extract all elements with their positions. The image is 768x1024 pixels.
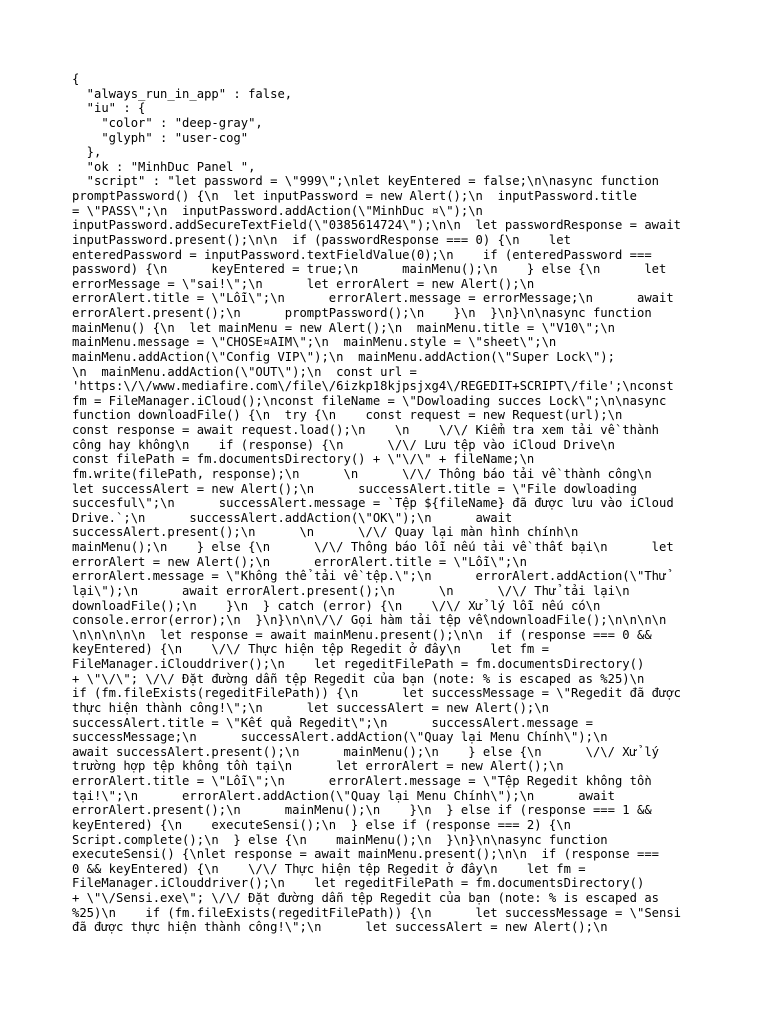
code-line: mainMenu();\n } else {\n \/\/ Thông báo lỗi nếu tải về thất bại\n let bbox=[72, 540, 674, 554]
code-line: inputPassword.present();\n\n if (passwordResponse === 0) {\n let bbox=[72, 232, 571, 247]
code-line: "iu" : { bbox=[72, 101, 146, 116]
code-line: errorMessage = \"sai!\";\n let errorAlert = new Alert();\n bbox=[72, 276, 535, 291]
code-line: trường hợp tệp không tồn tại\n let errorAlert = new Alert();\n bbox=[72, 759, 564, 774]
code-line: FileManager.iClouddriver();\n let regeditFilePath = fm.documentsDirectory() bbox=[72, 876, 645, 891]
document-body bbox=[72, 72, 704, 935]
code-line: enteredPassword = inputPassword.textFieldValue(0);\n if (enteredPassword === bbox=[72, 247, 652, 262]
code-line: succesful\";\n successAlert.message = `Tệp ${fileName} đã được lưu vào iCloud bbox=[72, 496, 674, 511]
code-line: { bbox=[72, 72, 80, 86]
code-line: mainMenu.addAction(\"Config VIP\");\n mainMenu.addAction(\"Super Lock\"); bbox=[72, 349, 615, 364]
code-line: keyEntered) {\n \/\/ Thực hiện tệp Regedit ở đây\n let fm = bbox=[72, 642, 549, 657]
code-line: thực hiện thành công!\";\n let successAlert = new Alert();\n bbox=[72, 700, 549, 715]
code-line: fm.write(filePath, response);\n \n \/\/ Thông báo tải về thành công\n bbox=[72, 466, 652, 481]
code-line: promptPassword() {\n let inputPassword = new Alert();\n inputPassword.title bbox=[72, 189, 637, 203]
code-line: "ok : "MinhDuc Panel ", bbox=[72, 159, 256, 174]
code-line: downloadFile();\n }\n } catch (error) {\n \/\/ Xử lý lỗi nếu có\n bbox=[72, 598, 601, 613]
code-line: "always_run_in_app" : false, bbox=[72, 86, 293, 101]
code-line: successMessage;\n successAlert.addAction(\"Quay lại Menu Chính\");\n bbox=[72, 730, 608, 745]
code-line: errorAlert.title = \"Lỗi\";\n errorAlert.message = errorMessage;\n await bbox=[72, 291, 674, 306]
code-line: errorAlert = new Alert();\n errorAlert.title = \"Lỗi\";\n bbox=[72, 554, 527, 569]
code-line: await successAlert.present();\n mainMenu();\n } else {\n \/\/ Xử lý bbox=[72, 744, 659, 759]
code-line: lại\");\n await errorAlert.present();\n \n \/\/ Thử tải lại\n bbox=[72, 583, 630, 598]
code-line: tại!\";\n errorAlert.addAction(\"Quay lại Menu Chính\");\n await bbox=[72, 788, 615, 803]
code-line: đã được thực hiện thành công!\";\n let successAlert = new Alert();\n bbox=[72, 920, 608, 935]
code-line: = \"PASS\";\n inputPassword.addAction(\"MinhDuc ¤\");\n bbox=[72, 203, 483, 218]
code-line: const response = await request.load();\n \n \/\/ Kiểm tra xem tải về thành bbox=[72, 423, 659, 437]
code-line: Script.complete();\n } else {\n mainMenu();\n }\n}\n\nasync function bbox=[72, 832, 608, 847]
code-line: %25)\n if (fm.fileExists(regeditFilePath)) {\n let successMessage = \"Sensi bbox=[72, 905, 682, 920]
code-line: + \"\/\"; \/\/ Đặt đường dẫn tệp Regedit của bạn (note: % is escaped as %25)\n bbox=[72, 671, 645, 686]
code-line: inputPassword.addSecureTextField(\"0385614724\");\n\n let passwordResponse = await bbox=[72, 218, 682, 233]
code-line: 'https:\/\/www.mediafire.com\/file\/6izkp18kjpsjxg4\/REGEDIT+SCRIPT\/file';\nconst bbox=[72, 379, 674, 394]
code-line: let successAlert = new Alert();\n successAlert.title = \"File dowloading bbox=[72, 481, 637, 496]
code-line: mainMenu() {\n let mainMenu = new Alert();\n mainMenu.title = \"V10\";\n bbox=[72, 320, 615, 335]
code-line: \n mainMenu.addAction(\"OUT\");\n const url = bbox=[72, 364, 417, 379]
code-line: errorAlert.title = \"Lỗi\";\n errorAlert.message = \"Tệp Regedit không tồn bbox=[72, 774, 652, 788]
code-line: keyEntered) {\n executeSensi();\n } else if (response === 2) {\n bbox=[72, 817, 571, 832]
code-line: + \"\/Sensi.exe\"; \/\/ Đặt đường dẫn tệp Regedit của bạn (note: % is escaped as bbox=[72, 891, 659, 905]
code-line: mainMenu.message = \"CHOSE¤AIM\";\n mainMenu.style = \"sheet\";\n bbox=[72, 335, 557, 350]
code-line: errorAlert.present();\n promptPassword();\n }\n }\n}\n\nasync function bbox=[72, 306, 652, 320]
code-line: errorAlert.message = \"Không thể tải về tệp.\";\n errorAlert.addAction(\"Thử bbox=[72, 569, 667, 584]
code-line: executeSensi() {\nlet response = await mainMenu.present();\n\n if (response === bbox=[72, 847, 659, 862]
code-line: }, bbox=[72, 145, 102, 160]
code-line: Drive.`;\n successAlert.addAction(\"OK\");\n await bbox=[72, 510, 513, 525]
code-line: password) {\n keyEntered = true;\n mainMenu();\n } else {\n let bbox=[72, 262, 667, 277]
code-line: 0 && keyEntered) {\n \/\/ Thực hiện tệp Regedit ở đây\n let fm = bbox=[72, 861, 586, 876]
code-line: "script" : "let password = \"999\";\nlet keyEntered = false;\n\nasync function bbox=[72, 174, 659, 189]
code-line: FileManager.iClouddriver();\n let regeditFilePath = fm.documentsDirectory() bbox=[72, 657, 645, 671]
code-line: const filePath = fm.documentsDirectory() + \"\/\" + fileName;\n bbox=[72, 452, 535, 467]
code-line: console.error(error);\n }\n}\n\n\/\/ Gọi hàm tải tệp về\ndownloadFile();\n\n\n\n bbox=[72, 613, 667, 628]
code-line: errorAlert.present();\n mainMenu();\n }\n } else if (response === 1 && bbox=[72, 803, 652, 818]
code-line: function downloadFile() {\n try {\n const request = new Request(url);\n bbox=[72, 408, 623, 423]
code-line: "glyph" : "user-cog" bbox=[72, 130, 249, 145]
code-line: successAlert.present();\n \n \/\/ Quay lại màn hình chính\n bbox=[72, 525, 579, 540]
code-line: successAlert.title = \"Kết quả Regedit\";\n successAlert.message = bbox=[72, 715, 593, 730]
code-line: "color" : "deep-gray", bbox=[72, 115, 263, 130]
code-line: \n\n\n\n\n let response = await mainMenu.present();\n\n if (response === 0 && bbox=[72, 627, 652, 642]
code-line: fm = FileManager.iCloud();\nconst fileName = \"Dowloading succes Lock\";\n\nasync bbox=[72, 393, 667, 408]
code-line: if (fm.fileExists(regeditFilePath)) {\n let successMessage = \"Regedit đã được bbox=[72, 686, 682, 701]
code-line: công hay không\n if (response) {\n \/\/ Lưu tệp vào iCloud Drive\n bbox=[72, 437, 615, 452]
